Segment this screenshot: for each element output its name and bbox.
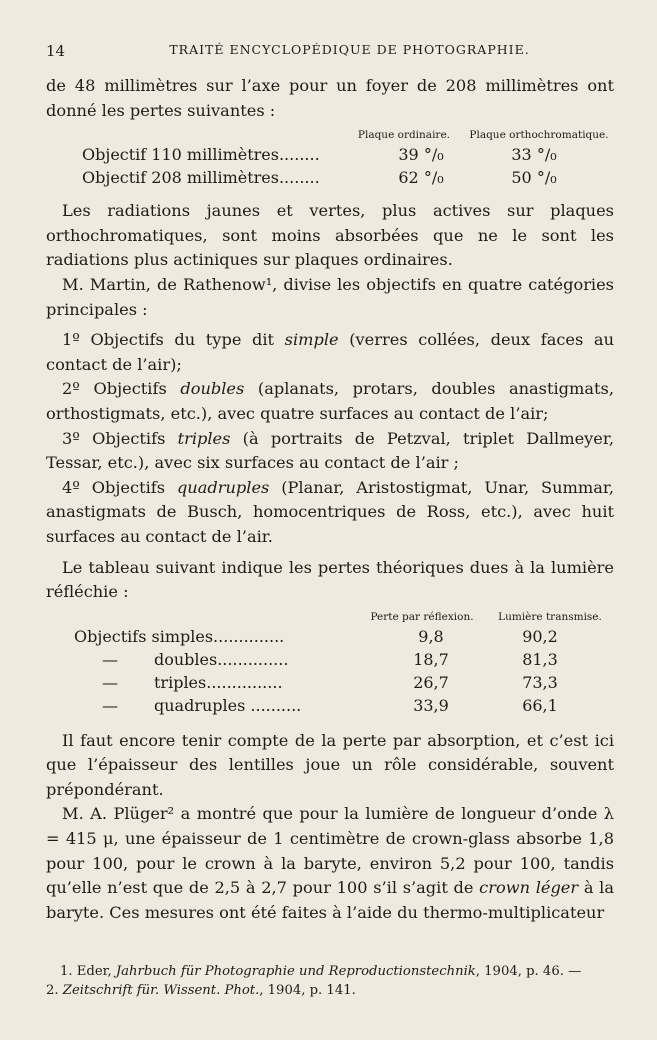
row-dash: — [102,672,118,692]
paragraph-continuation: de 48 millimètres sur l’axe pour un foyer de 208 millimètres ont donné les pertes suivantes : [46,76,614,120]
col-header-ortho: Plaque orthochromatique. [469,129,609,142]
page-number: 14 [46,42,66,60]
list-item: 2º Objectifs doubles (aplanats, protars, doubles anastigmats, orthostigmats, etc.), avec quatre surfaces au contact de l’air; [46,379,614,423]
row-value-ordinary: 62 °/₀ [398,168,444,188]
row-value-reflection: 9,8 [418,626,444,646]
row-value-ordinary: 39 °/₀ [398,145,444,165]
paragraph: Le tableau suivant indique les pertes théoriques dues à la lumière réfléchie : [46,557,614,602]
table-row [46,694,614,717]
col-header-reflection: Perte par réflexion. [370,610,474,623]
row-label: doubles.............. [154,649,289,669]
page-body [46,74,614,925]
table-row [46,648,614,671]
row-dash: — [102,649,118,669]
row-label: Objectif 110 millimètres........ [82,145,320,165]
row-value-reflection: 33,9 [413,695,449,715]
loss-table-reflection [46,609,614,717]
row-value-ortho: 33 °/₀ [511,145,557,165]
row-label: Objectifs simples.............. [74,626,285,646]
col-header-transmitted: Lumière transmise. [498,610,602,623]
col-header-ordinary: Plaque ordinaire. [357,129,450,142]
footnote-1: 1. Eder, Jahrbuch für Photographie und Reproductionstechnik, 1904, p. 46. — [60,964,582,979]
list-item: 4º Objectifs quadruples (Planar, Aristostigmat, Unar, Summar, anastigmats de Busch, homocentriques de Ross, etc.), avec huit surfaces au contact de l’air. [46,477,614,546]
list-item: 1º Objectifs du type dit simple (verres collées, deux faces au contact de l’air); [46,330,614,374]
row-dash [46,625,74,648]
table-row [46,166,614,189]
row-value-ortho: 50 °/₀ [511,168,557,188]
row-value-reflection: 26,7 [413,672,449,692]
table-row [46,671,614,694]
page-header [46,42,613,60]
list-item: 3º Objectifs triples (à portraits de Petzval, triplet Dallmeyer, Tessar, etc.), avec six surfaces au contact de l’air ; [46,428,614,473]
row-label: Objectif 208 millimètres........ [82,168,320,188]
paragraph: M. Martin, de Rathenow¹, divise les objectifs en quatre catégories principales : [46,274,614,319]
paragraph: Il faut encore tenir compte de la perte par absorption, et c’est ici que l’épaisseur des lentilles joue un rôle considérable, souvent prépondérant. [46,730,614,799]
loss-table-plates [46,127,614,189]
table-row [46,625,614,648]
row-value-reflection: 18,7 [413,649,449,669]
footnotes [46,962,614,1000]
table-header [46,127,614,143]
paragraph: Les radiations jaunes et vertes, plus actives sur plaques orthochromatiques, sont moins absorbées que ne le sont les radiations plus actiniques sur plaques ordinaires. [46,201,614,270]
row-dash: — [102,695,118,715]
footnote-2: 2. Zeitschrift für. Wissent. Phot., 1904, p. 141. [46,983,356,998]
row-label: triples............... [154,672,283,692]
row-label: quadruples .......... [154,695,302,715]
row-value-transmitted: 73,3 [522,672,558,692]
row-value-transmitted: 90,2 [522,626,558,646]
row-value-transmitted: 66,1 [522,695,558,715]
paragraph: M. A. Plüger² a montré que pour la lumière de longueur d’onde λ = 415 μ, une épaisseur de 1 centimètre de crown-glass absorbe 1,8 pour 100, pour le crown à la baryte, environ 5,2 pour 100, tandis qu’elle n’est que de 2,5 à 2,7 pour 100 s’il s’agit de crown léger à la baryte. Ces mesures ont été faites à l’aide du thermo-multiplicateur [46,804,614,922]
table-row [46,143,614,166]
running-title: TRAITÉ ENCYCLOPÉDIQUE DE PHOTOGRAPHIE. [169,42,530,57]
row-value-transmitted: 81,3 [522,649,558,669]
table-header [46,609,614,625]
